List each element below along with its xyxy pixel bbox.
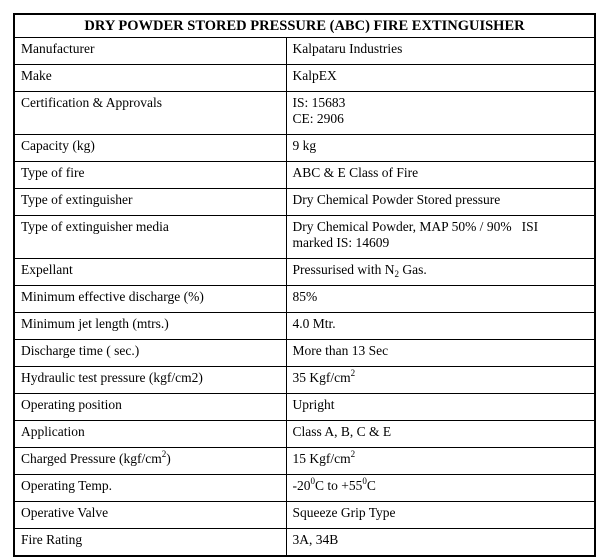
value-text: 15 Kgf/cm <box>292 451 351 466</box>
table-row <box>14 259 595 286</box>
row-value <box>286 367 595 394</box>
value-line: CE: 2906 <box>292 111 344 126</box>
row-label: Operating position <box>14 394 286 421</box>
table-row <box>14 421 595 448</box>
row-label: Type of extinguisher <box>14 189 286 216</box>
row-label: Capacity (kg) <box>14 135 286 162</box>
row-value: Upright <box>286 394 595 421</box>
table-row <box>14 286 595 313</box>
table-row <box>14 529 595 557</box>
row-label: Hydraulic test pressure (kgf/cm2) <box>14 367 286 394</box>
row-value: 4.0 Mtr. <box>286 313 595 340</box>
row-value <box>286 259 595 286</box>
table-row <box>14 216 595 259</box>
value-text: -20 <box>292 478 311 493</box>
table-row <box>14 313 595 340</box>
table-row <box>14 92 595 135</box>
row-label: Operative Valve <box>14 502 286 529</box>
value-line: Dry Chemical Powder, MAP 50% / 90% ISI <box>292 219 539 234</box>
row-value <box>286 475 595 502</box>
table-row <box>14 367 595 394</box>
row-label <box>14 448 286 475</box>
row-value <box>286 448 595 475</box>
row-value: 3A, 34B <box>286 529 595 557</box>
table-row <box>14 340 595 367</box>
value-text: C to +55 <box>315 478 363 493</box>
row-label: Fire Rating <box>14 529 286 557</box>
row-value: Kalpataru Industries <box>286 38 595 65</box>
value-text: 35 Kgf/cm <box>292 370 351 385</box>
row-value: Dry Chemical Powder Stored pressure <box>286 189 595 216</box>
row-label: Minimum effective discharge (%) <box>14 286 286 313</box>
table-row <box>14 38 595 65</box>
row-label: Expellant <box>14 259 286 286</box>
table-row <box>14 65 595 92</box>
row-label: Operating Temp. <box>14 475 286 502</box>
value-text: C <box>366 478 376 493</box>
row-value: Class A, B, C & E <box>286 421 595 448</box>
row-value: 9 kg <box>286 135 595 162</box>
value-line: marked IS: 14609 <box>292 235 390 250</box>
superscript: 0 <box>362 476 367 486</box>
spec-sheet <box>13 13 594 557</box>
subscript: 2 <box>394 269 399 279</box>
row-value: Squeeze Grip Type <box>286 502 595 529</box>
value-text: Gas. <box>399 262 427 277</box>
superscript: 2 <box>350 368 356 378</box>
table-row <box>14 162 595 189</box>
row-label: Make <box>14 65 286 92</box>
row-value: ABC & E Class of Fire <box>286 162 595 189</box>
row-label: Certification & Approvals <box>14 92 286 135</box>
row-label: Discharge time ( sec.) <box>14 340 286 367</box>
row-value: 85% <box>286 286 595 313</box>
value-text: Pressurised with N <box>292 262 395 277</box>
table-title: DRY POWDER STORED PRESSURE (ABC) FIRE EXTINGUISHER <box>14 14 595 38</box>
superscript: 0 <box>310 476 315 486</box>
row-value: More than 13 Sec <box>286 340 595 367</box>
spec-table <box>13 13 596 557</box>
table-row <box>14 189 595 216</box>
table-row <box>14 135 595 162</box>
row-value: KalpEX <box>286 65 595 92</box>
table-row <box>14 394 595 421</box>
row-label: Application <box>14 421 286 448</box>
row-label: Type of extinguisher media <box>14 216 286 259</box>
table-row <box>14 475 595 502</box>
label-text: ) <box>166 451 171 466</box>
value-line: IS: 15683 <box>292 95 346 110</box>
row-value <box>286 92 595 135</box>
superscript: 2 <box>161 449 167 459</box>
superscript: 2 <box>350 449 356 459</box>
table-row <box>14 502 595 529</box>
row-label: Minimum jet length (mtrs.) <box>14 313 286 340</box>
row-label: Manufacturer <box>14 38 286 65</box>
row-value <box>286 216 595 259</box>
label-text: Charged Pressure (kgf/cm <box>21 451 162 466</box>
row-label: Type of fire <box>14 162 286 189</box>
table-row <box>14 448 595 475</box>
table-title-row <box>14 14 595 38</box>
